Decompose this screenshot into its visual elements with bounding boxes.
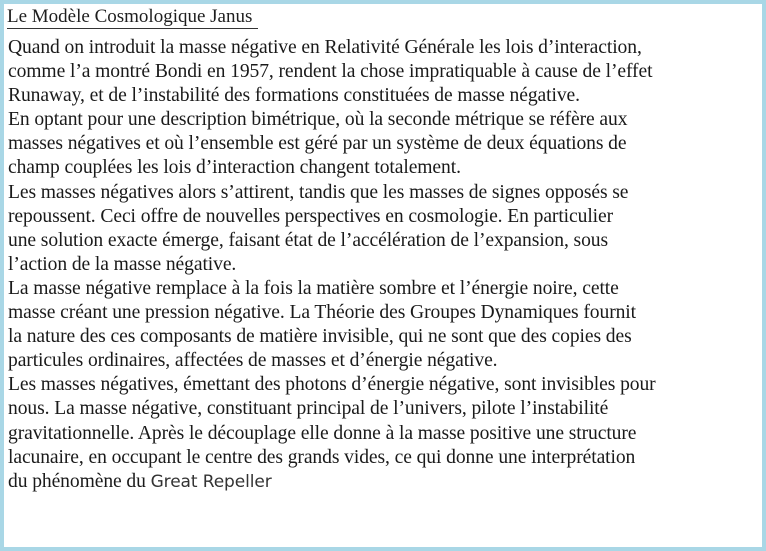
text-line: repoussent. Ceci offre de nouvelles perspectives en cosmologie. En particulier <box>8 205 614 227</box>
text-line: l’action de la masse négative. <box>8 253 237 275</box>
last-line-prefix: du phénomène du <box>8 470 151 492</box>
text-line: comme l’a montré Bondi en 1957, rendent la chose impratiquable à cause de l’effet <box>8 61 653 83</box>
text-line: gravitationnelle. Après le découplage elle donne à la masse positive une structure <box>8 422 637 444</box>
document-title: Le Modèle Cosmologique Janus <box>7 6 258 29</box>
text-line: Runaway, et de l’instabilité des formations constituées de masse négative. <box>8 85 580 107</box>
text-line-last <box>8 470 760 494</box>
text-line: En optant pour une description bimétrique, où la seconde métrique se réfère aux <box>8 109 628 131</box>
text-line: Les masses négatives, émettant des photons d’énergie négative, sont invisibles pour <box>8 374 656 396</box>
text-line: lacunaire, en occupant le centre des grands vides, ce qui donne une interprétation <box>8 446 636 468</box>
text-line: La masse négative remplace à la fois la matière sombre et l’énergie noire, cette <box>8 277 619 299</box>
text-line: Les masses négatives alors s’attirent, tandis que les masses de signes opposés se <box>8 181 629 203</box>
text-line: la nature des ces composants de matière invisible, qui ne sont que des copies des <box>8 326 632 348</box>
text-line: Quand on introduit la masse négative en Relativité Générale les lois d’interaction, <box>8 37 642 58</box>
document-panel <box>4 4 762 547</box>
text-line: une solution exacte émerge, faisant état de l’accélération de l’expansion, sous <box>8 229 608 251</box>
text-line: masse créant une pression négative. La Théorie des Groupes Dynamiques fournit <box>8 302 636 324</box>
document-body <box>8 36 760 494</box>
text-line: particules ordinaires, affectées de masses et d’énergie négative. <box>8 350 498 372</box>
text-line: champ couplées les lois d’interaction changent totalement. <box>8 157 461 179</box>
text-line: nous. La masse négative, constituant principal de l’univers, pilote l’instabilité <box>8 398 609 420</box>
great-repeller-term: Great Repeller <box>150 471 272 492</box>
text-line: masses négatives et où l’ensemble est géré par un système de deux équations de <box>8 133 627 155</box>
